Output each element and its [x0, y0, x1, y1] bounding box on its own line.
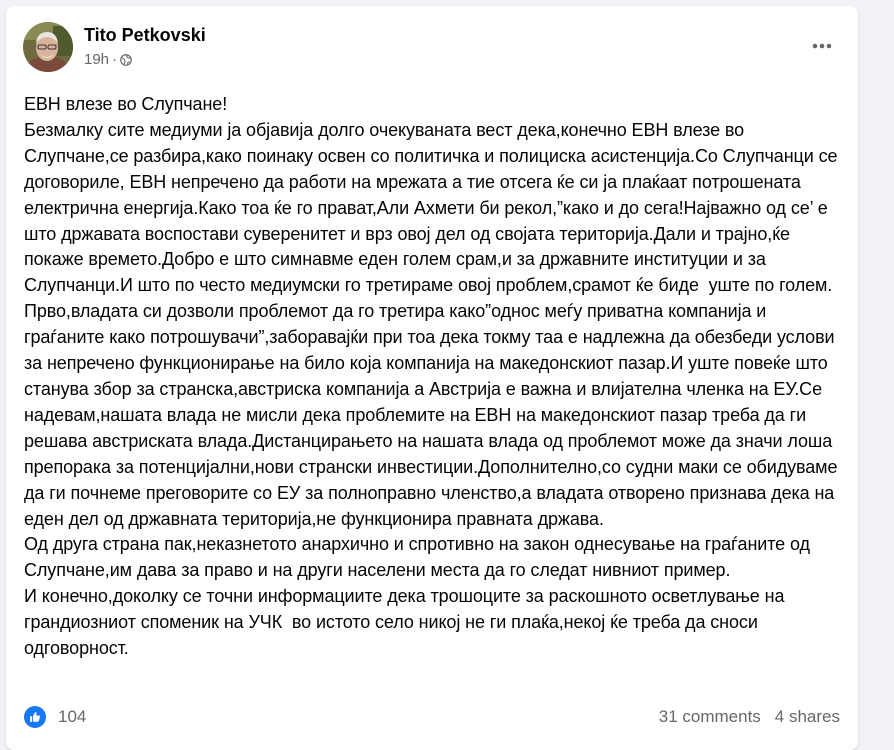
post-time[interactable]: 19h [84, 51, 110, 68]
reactions-summary[interactable] [24, 706, 86, 728]
post-footer [24, 703, 840, 731]
shares-count[interactable]: 4 shares [774, 707, 840, 726]
post-card [6, 6, 858, 750]
more-options-button[interactable] [804, 28, 840, 64]
post-paragraph-1: ЕВН влезе во Слупчане! Безмалку сите медиуми ја објавија долго очекуваната вест дека,конечно ЕВН влезе во Слупчане,се разбира,како поинаку освен со политичка и полициска асистенција.Со Слупчанци се договориле, ЕВН непречено да работи на мрежата а тие отсега ќе си ја плаќаат потрошената електрична енергија.Како тоа ќе го прават,Али Ахмети би рекол,”како и до сега!Најважно од се’ е што државата воспостави суверенитет и врз овој дел од својата територија.Дали и трајно,ќе покаже времето.Добро е што симнавме еден голем срам,и за државните институции и за Слупчанци.И што по често медиумски го третираме овој проблем,срамот ќе биде уште по голем. [24, 94, 838, 296]
post-paragraph-4: И конечно,доколку се точни информациите дека трошоците за раскошното осветлување на грандиозниот споменик на УЧК во истото село никој не ги плаќа,некој ќе треба да сноси одговорност. [24, 586, 790, 659]
avatar[interactable] [23, 22, 73, 72]
reaction-count: 104 [58, 707, 87, 726]
post-meta [84, 51, 132, 68]
avatar-image [23, 22, 73, 72]
post-paragraph-2: Прво,владата си дозволи проблемот да го третира како”однос меѓу приватна компанија и граѓаните како потрошувачи”,заборавајќи при тоа дека токму таа е надлежна да обезбеди услови за непречено функционирање на било која компанија на македонскиот пазар.И уште повеќе што станува збор за странска,австриска компанија а Австрија е важна и влијателна членка на ЕУ.Се надевам,нашата влада не мисли дека проблемите на ЕВН на македонскиот пазар треба да ги решава австриската влада.Дистанцирањето на нашата влада од проблемот може да значи лоша препорака за потенцијални,нови странски инвестиции.Дополнително,со судни маки се обидуваме да ги почнеме преговорите со ЕУ за полноправно членство,а владата отворено признава дека на еден дел од државната територија,не функционира правната држава. [24, 301, 843, 529]
like-icon [24, 706, 46, 728]
author-name[interactable]: Tito Petkovski [84, 25, 206, 45]
post-paragraph-3: Од друга страна пак,неказнетото анархично и спротивно на закон однесување на граѓаните од Слупчане,им дава за право и на други населени места да го следат нивниот пример. [24, 534, 815, 581]
engagement-counts [659, 707, 840, 727]
meta-separator: · [112, 51, 118, 68]
globe-icon[interactable] [120, 54, 132, 66]
post-text [24, 92, 848, 662]
more-dots-icon [812, 43, 832, 49]
comments-count[interactable]: 31 comments [658, 707, 761, 726]
